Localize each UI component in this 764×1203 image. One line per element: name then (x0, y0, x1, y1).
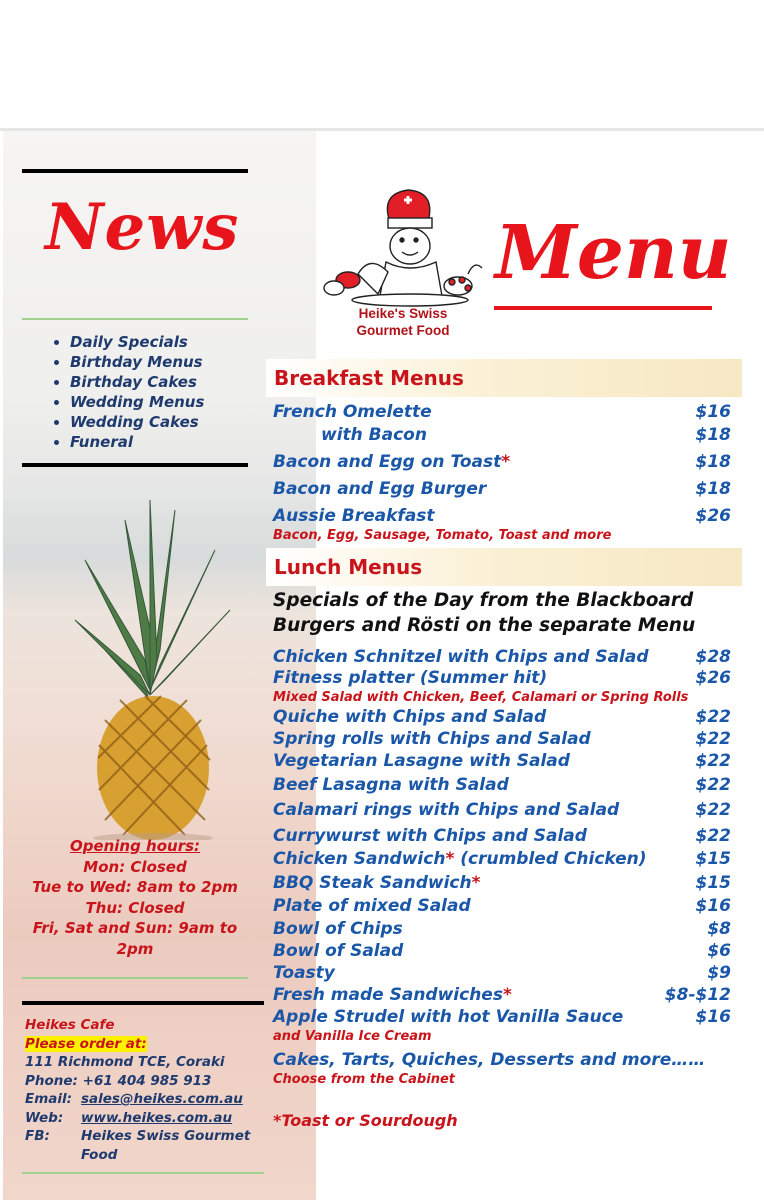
item-price: $16 (695, 402, 731, 422)
item-note: Mixed Salad with Chicken, Beef, Calamari or Spring Rolls (273, 690, 689, 705)
menu-item (273, 402, 731, 422)
news-green-rule (22, 318, 248, 320)
news-item: • Birthday Cakes (70, 372, 204, 392)
hours-heading: Opening hours: (69, 837, 201, 855)
news-title: News (45, 190, 240, 265)
item-price: $28 (695, 647, 731, 667)
toast-footnote: *Toast or Sourdough (273, 1111, 458, 1130)
news-item: • Wedding Menus (70, 392, 204, 412)
toast-asterisk: * (501, 452, 511, 472)
contact-top-rule (22, 1001, 264, 1005)
email-link[interactable]: sales@heikes.com.au (81, 1091, 243, 1107)
menu-item (273, 425, 731, 445)
news-top-rule (22, 169, 248, 173)
item-name: Quiche with Chips and Salad (273, 707, 547, 727)
item-name: Chicken Sandwich (273, 849, 446, 869)
address: 111 Richmond TCE, Coraki (25, 1054, 225, 1070)
phone[interactable]: Phone: +61 404 985 913 (25, 1072, 212, 1089)
item-name: French Omelette (273, 402, 432, 422)
hours-line: Mon: Closed (83, 857, 187, 876)
special-line: Specials of the Day from the Blackboard (273, 590, 694, 611)
toast-asterisk: * (471, 873, 481, 893)
menu-title-underline (494, 306, 712, 310)
item-name: Calamari rings with Chips and Salad (273, 800, 620, 820)
hours-line: Fri, Sat and Sun: 9am to 2pm (32, 919, 243, 958)
order-prompt: Please order at: (25, 1035, 147, 1052)
toast-asterisk: * (445, 849, 455, 869)
item-name: Currywurst with Chips and Salad (273, 826, 587, 846)
menu-item (273, 506, 731, 526)
menu-item (273, 873, 731, 893)
item-name: Plate of mixed Salad (273, 896, 471, 916)
menu-item (273, 963, 731, 983)
item-price: $22 (695, 707, 731, 727)
item-price: $8-$12 (664, 985, 731, 1005)
menu-item (273, 668, 731, 688)
email-label: Email: (25, 1091, 73, 1107)
breakfast-heading: Breakfast Menus (266, 359, 742, 397)
logo-line: Gourmet Food (356, 323, 450, 338)
item-price: $6 (707, 941, 731, 961)
item-note: Choose from the Cabinet (273, 1072, 455, 1087)
hours-line: Thu: Closed (85, 898, 185, 917)
item-price: $22 (695, 751, 731, 771)
menu-item (273, 751, 731, 771)
toast-asterisk: * (502, 985, 512, 1005)
item-name: Cakes, Tarts, Quiches, Desserts and more…… (273, 1050, 706, 1070)
news-list (48, 332, 204, 452)
fb-label: FB: (25, 1128, 50, 1144)
item-name: Bowl of Chips (273, 919, 403, 939)
logo-text (338, 305, 468, 339)
item-name: Apple Strudel with hot Vanilla Sauce (273, 1007, 624, 1027)
pineapple-image (65, 500, 235, 840)
menu-item (273, 896, 731, 916)
logo-line: Heike's Swiss (358, 306, 448, 321)
item-note: Bacon, Egg, Sausage, Tomato, Toast and more (273, 528, 612, 543)
menu-title: Menu (495, 210, 732, 296)
item-name: with Bacon (321, 425, 427, 445)
news-bottom-rule (22, 463, 248, 467)
menu-item (273, 479, 731, 499)
item-name: Aussie Breakfast (273, 506, 435, 526)
item-price: $15 (695, 849, 731, 869)
item-name: Chicken Schnitzel with Chips and Salad (273, 647, 649, 667)
web-link[interactable]: www.heikes.com.au (81, 1109, 233, 1126)
item-price: $22 (695, 775, 731, 795)
item-name: Spring rolls with Chips and Salad (273, 729, 591, 749)
menu-item (273, 919, 731, 939)
contact-bottom-rule (22, 1172, 264, 1174)
news-item: • Wedding Cakes (70, 412, 204, 432)
menu-item (273, 941, 731, 961)
menu-item (273, 729, 731, 749)
item-price: $15 (695, 873, 731, 893)
item-note: and Vanilla Ice Cream (273, 1029, 432, 1044)
menu-item (273, 800, 731, 820)
item-name: Bowl of Salad (273, 941, 404, 961)
item-price: $18 (695, 479, 731, 499)
item-price: $22 (695, 826, 731, 846)
hours-line: Tue to Wed: 8am to 2pm (32, 878, 238, 896)
special-line: Burgers and Rösti on the separate Menu (273, 615, 696, 636)
menu-item (273, 452, 731, 472)
chef-logo-icon (318, 184, 488, 312)
web-label: Web: (25, 1109, 64, 1126)
menu-item (273, 647, 731, 667)
item-price: $26 (695, 506, 731, 526)
item-name: Fitness platter (Summer hit) (273, 668, 548, 688)
item-price: $26 (695, 668, 731, 688)
menu-item (273, 826, 731, 846)
item-price: $16 (695, 896, 731, 916)
menu-item (273, 707, 731, 727)
item-price: $8 (707, 919, 731, 939)
item-name: Beef Lasagna with Salad (273, 775, 509, 795)
item-price: $9 (707, 963, 731, 983)
cafe-name: Heikes Cafe (25, 1017, 115, 1033)
lunch-heading: Lunch Menus (266, 548, 742, 586)
menu-item (273, 985, 731, 1005)
menu-item (273, 1007, 731, 1027)
news-item: • Birthday Menus (70, 352, 204, 372)
item-price: $18 (695, 452, 731, 472)
item-price: $16 (695, 1007, 731, 1027)
item-name: BBQ Steak Sandwich (273, 873, 472, 893)
menu-item (273, 1050, 731, 1070)
news-item: • Daily Specials (70, 332, 204, 352)
contact-green-rule (22, 977, 248, 979)
fb-name: Heikes Swiss Gourmet Food (81, 1128, 251, 1163)
item-name: Bacon and Egg on Toast (273, 452, 502, 472)
item-name: Fresh made Sandwiches (273, 985, 503, 1005)
item-price: $22 (695, 729, 731, 749)
item-name: Vegetarian Lasagne with Salad (273, 751, 570, 771)
contact-block (25, 1016, 275, 1164)
opening-hours (20, 836, 250, 959)
item-suffix: (crumbled Chicken) (454, 849, 647, 869)
item-name: Toasty (273, 963, 335, 983)
item-name: Bacon and Egg Burger (273, 479, 487, 499)
menu-item (273, 775, 731, 795)
news-item: • Funeral (70, 432, 204, 452)
item-price: $18 (695, 425, 731, 445)
item-price: $22 (695, 800, 731, 820)
menu-item (273, 849, 731, 869)
